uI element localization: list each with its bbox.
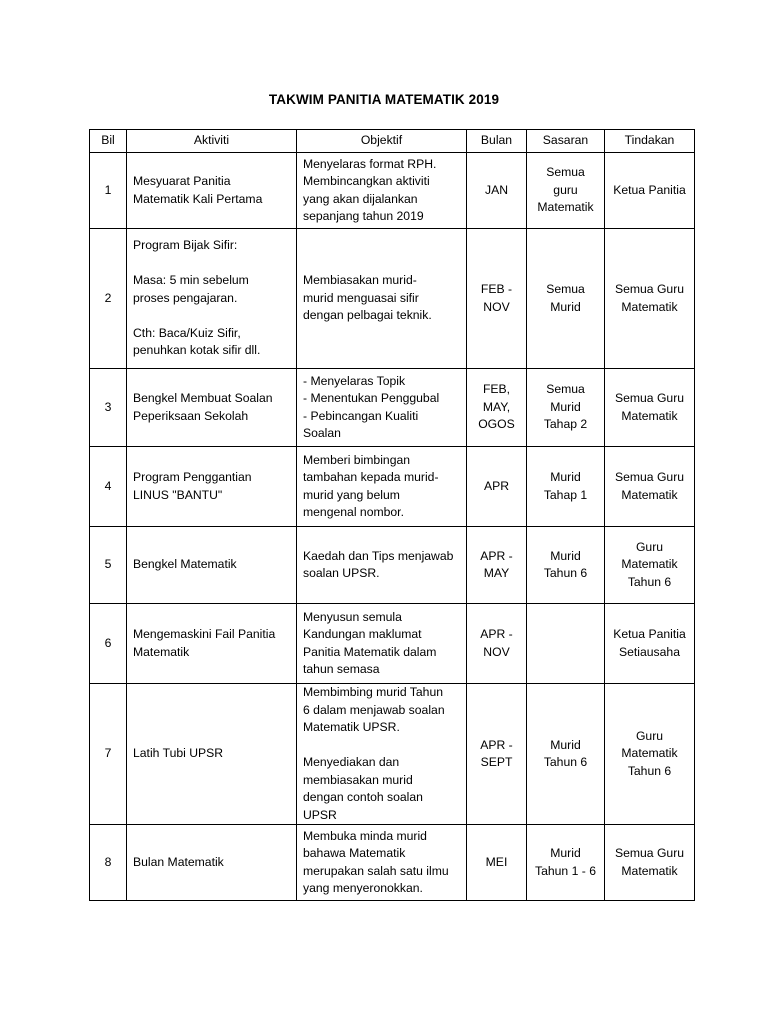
table-row — [90, 229, 695, 369]
cell-aktiviti: Program Bijak Sifir: Masa: 5 min sebelum proses pengajaran. Cth: Baca/Kuiz Sifir, penuhkan kotak sifir dll. — [127, 229, 297, 369]
cell-bil: 2 — [90, 229, 127, 369]
header-bil: Bil — [90, 130, 127, 153]
cell-tindakan: Semua Guru Matematik — [605, 229, 695, 369]
cell-bulan: APR - MAY — [467, 527, 527, 604]
document-title: TAKWIM PANITIA MATEMATIK 2019 — [268, 92, 500, 107]
cell-bil: 8 — [90, 825, 127, 901]
header-tindakan: Tindakan — [605, 130, 695, 153]
header-aktiviti: Aktiviti — [127, 130, 297, 153]
cell-bil: 1 — [90, 153, 127, 229]
schedule-table — [89, 129, 695, 901]
cell-bil: 5 — [90, 527, 127, 604]
table-row — [90, 369, 695, 447]
header-bulan: Bulan — [467, 130, 527, 153]
cell-bulan: APR - NOV — [467, 604, 527, 684]
cell-sasaran — [527, 604, 605, 684]
cell-bil: 6 — [90, 604, 127, 684]
cell-tindakan: Ketua Panitia — [605, 153, 695, 229]
cell-objektif: Membuka minda murid bahawa Matematik merupakan salah satu ilmu yang menyeronokkan. — [297, 825, 467, 901]
cell-bil: 3 — [90, 369, 127, 447]
cell-objektif: Membiasakan murid- murid menguasai sifir dengan pelbagai teknik. — [297, 229, 467, 369]
cell-tindakan: Semua Guru Matematik — [605, 369, 695, 447]
cell-objektif: Memberi bimbingan tambahan kepada murid- murid yang belum mengenal nombor. — [297, 447, 467, 527]
cell-aktiviti: Bengkel Matematik — [127, 527, 297, 604]
cell-objektif: - Menyelaras Topik - Menentukan Penggubal - Pebincangan Kualiti Soalan — [297, 369, 467, 447]
cell-aktiviti: Mengemaskini Fail Panitia Matematik — [127, 604, 297, 684]
cell-objektif: Kaedah dan Tips menjawab soalan UPSR. — [297, 527, 467, 604]
cell-bulan: APR — [467, 447, 527, 527]
header-objektif: Objektif — [297, 130, 467, 153]
cell-bil: 7 — [90, 684, 127, 825]
cell-aktiviti: Bulan Matematik — [127, 825, 297, 901]
table-header-row — [90, 130, 695, 153]
cell-bulan: MEI — [467, 825, 527, 901]
cell-aktiviti: Program Penggantian LINUS "BANTU" — [127, 447, 297, 527]
table-row — [90, 604, 695, 684]
table-row — [90, 825, 695, 901]
cell-sasaran: Murid Tahun 1 - 6 — [527, 825, 605, 901]
cell-tindakan: Ketua Panitia Setiausaha — [605, 604, 695, 684]
cell-sasaran: Semua guru Matematik — [527, 153, 605, 229]
cell-sasaran: Murid Tahun 6 — [527, 527, 605, 604]
table-row — [90, 527, 695, 604]
cell-sasaran: Murid Tahap 1 — [527, 447, 605, 527]
cell-aktiviti: Mesyuarat Panitia Matematik Kali Pertama — [127, 153, 297, 229]
cell-tindakan: Guru Matematik Tahun 6 — [605, 527, 695, 604]
cell-sasaran: Semua Murid — [527, 229, 605, 369]
cell-sasaran: Murid Tahun 6 — [527, 684, 605, 825]
cell-bulan: FEB - NOV — [467, 229, 527, 369]
cell-bulan: FEB, MAY, OGOS — [467, 369, 527, 447]
cell-bil: 4 — [90, 447, 127, 527]
table-row — [90, 447, 695, 527]
cell-tindakan: Semua Guru Matematik — [605, 825, 695, 901]
cell-objektif: Menyusun semula Kandungan maklumat Panitia Matematik dalam tahun semasa — [297, 604, 467, 684]
cell-tindakan: Semua Guru Matematik — [605, 447, 695, 527]
header-sasaran: Sasaran — [527, 130, 605, 153]
cell-aktiviti: Bengkel Membuat Soalan Peperiksaan Sekolah — [127, 369, 297, 447]
table-row — [90, 684, 695, 825]
cell-aktiviti: Latih Tubi UPSR — [127, 684, 297, 825]
cell-objektif: Menyelaras format RPH. Membincangkan aktiviti yang akan dijalankan sepanjang tahun 2019 — [297, 153, 467, 229]
cell-tindakan: Guru Matematik Tahun 6 — [605, 684, 695, 825]
cell-bulan: JAN — [467, 153, 527, 229]
cell-objektif: Membimbing murid Tahun 6 dalam menjawab soalan Matematik UPSR. Menyediakan dan membiasakan murid dengan contoh soalan UPSR — [297, 684, 467, 825]
cell-sasaran: Semua Murid Tahap 2 — [527, 369, 605, 447]
cell-bulan: APR - SEPT — [467, 684, 527, 825]
table-row — [90, 153, 695, 229]
